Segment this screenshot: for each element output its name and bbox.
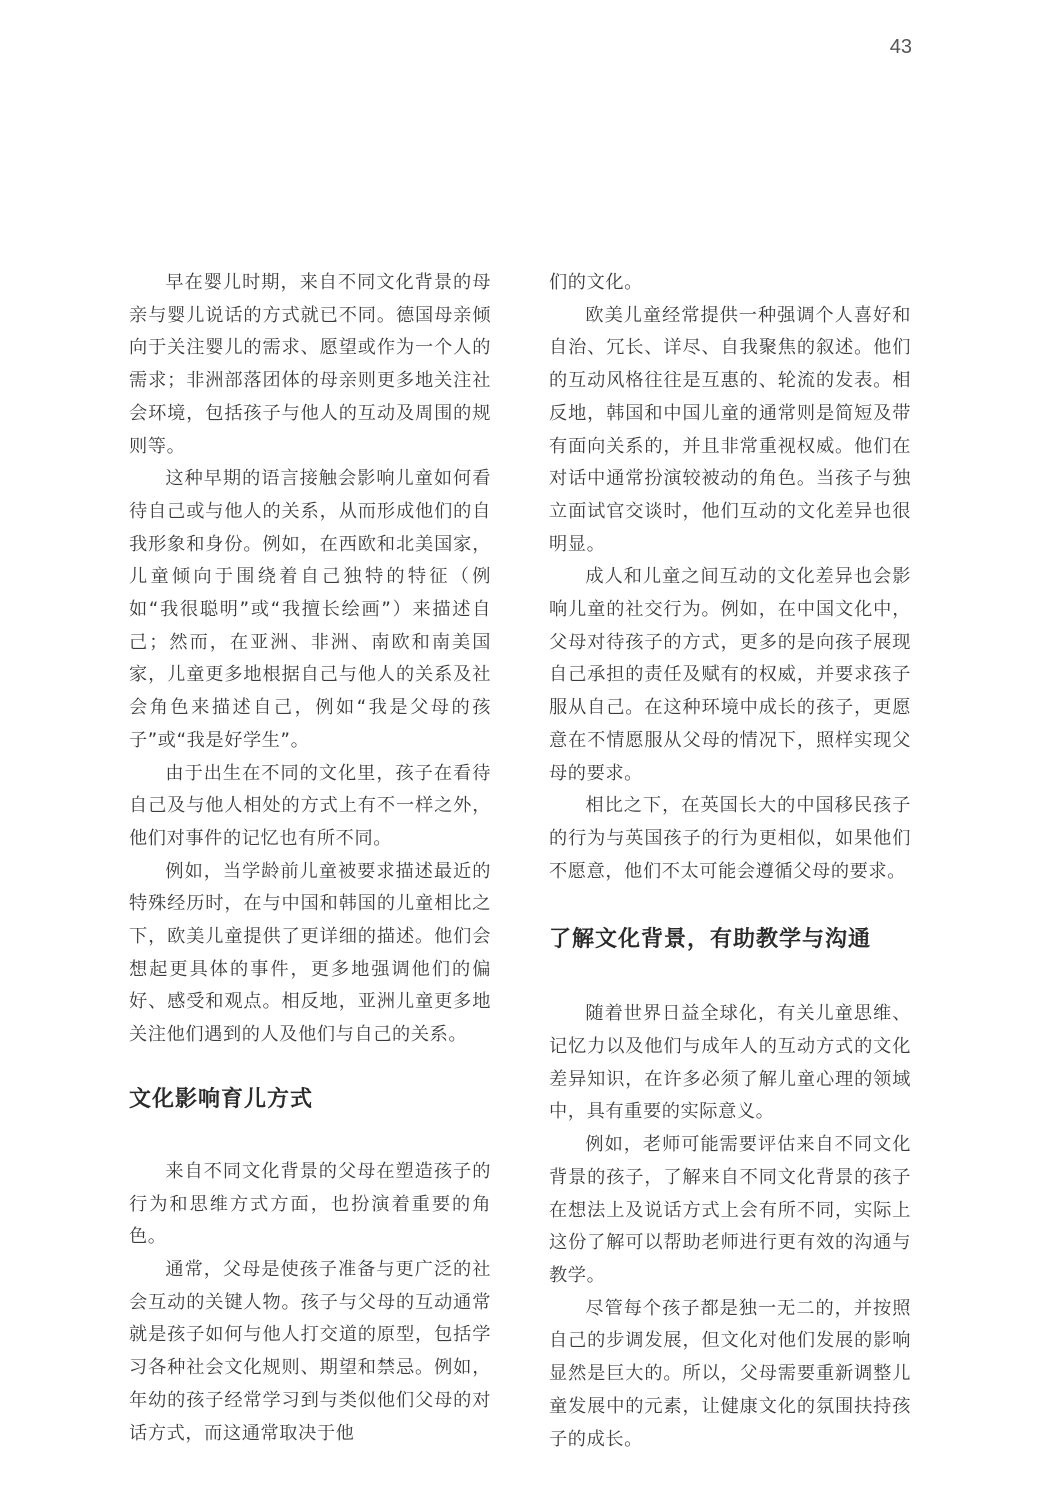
section-heading: 了解文化背景，有助教学与沟通 (549, 927, 872, 953)
body-paragraph: 早在婴儿时期，来自不同文化背景的母亲与婴儿说话的方式就已不同。德国母亲倾向于关注婴儿的需求、愿望或作为一个人的需求；非洲部落团体的母亲则更多地关注社会环境，包括孩子与他人的互动及周围的规则等。 (129, 272, 491, 457)
body-paragraph: 随着世界日益全球化，有关儿童思维、记忆力以及他们与成年人的互动方式的文化差异知识，在许多必须了解儿童心理的领域中，具有重要的实际意义。 (549, 1003, 911, 1123)
body-paragraph: 欧美儿童经常提供一种强调个人喜好和自治、冗长、详尽、自我聚焦的叙述。他们的互动风格往往是互惠的、轮流的发表。相反地，韩国和中国儿童的通常则是简短及带有面向关系的，并且非常重视权威。他们在对话中通常扮演较被动的角色。当孩子与独立面试官交谈时，他们互动的文化差异也很明显。 (549, 304, 911, 555)
body-paragraph: 由于出生在不同的文化里，孩子在看待自己及与他人相处的方式上有不一样之外，他们对事件的记忆也有所不同。 (129, 762, 491, 849)
body-paragraph: 例如，当学龄前儿童被要求描述最近的特殊经历时，在与中国和韩国的儿童相比之下，欧美儿童提供了更详细的描述。他们会想起更具体的事件，更多地强调他们的偏好、感受和观点。相反地，亚洲儿童更多地关注他们遇到的人及他们与自己的关系。 (129, 860, 491, 1046)
body-paragraph: 成人和儿童之间互动的文化差异也会影响儿童的社交行为。例如，在中国文化中，父母对待孩子的方式，更多的是向孩子展现自己承担的责任及赋有的权威，并要求孩子服从自己。在这种环境中成长的孩子，更愿意在不情愿服从父母的情况下，照样实现父母的要求。 (549, 566, 911, 784)
body-paragraph: 通常，父母是使孩子准备与更广泛的社会互动的关键人物。孩子与父母的互动通常就是孩子如何与他人打交道的原型，包括学习各种社会文化规则、期望和禁忌。例如，年幼的孩子经常学习到与类似他们父母的对话方式，而这通常取决于他 (129, 1258, 491, 1444)
page-number: 43 (889, 36, 912, 58)
left-column (129, 267, 491, 1450)
body-paragraph: 例如，老师可能需要评估来自不同文化背景的孩子，了解来自不同文化背景的孩子在想法上及说话方式上会有所不同，实际上这份了解可以帮助老师进行更有效的沟通与教学。 (549, 1134, 911, 1286)
right-column (549, 267, 911, 1456)
section-heading: 文化影响育儿方式 (129, 1086, 314, 1112)
body-paragraph: 来自不同文化背景的父母在塑造孩子的行为和思维方式方面，也扮演着重要的角色。 (129, 1160, 491, 1248)
body-paragraph: 这种早期的语言接触会影响儿童如何看待自己或与他人的关系，从而形成他们的自我形象和身份。例如，在西欧和北美国家，儿童倾向于围绕着自己独特的特征（例如“我很聪明”或“我擅长绘画”）来描述自己；然而，在亚洲、非洲、南欧和南美国家，儿童更多地根据自己与他人的关系及社会角色来描述自己，例如“我是父母的孩子”或“我是好学生”。 (129, 468, 491, 751)
body-paragraph: 尽管每个孩子都是独一无二的，并按照自己的步调发展，但文化对他们发展的影响显然是巨大的。所以，父母需要重新调整儿童发展中的元素，让健康文化的氛围扶持孩子的成长。 (549, 1297, 911, 1450)
body-paragraph: 相比之下，在英国长大的中国移民孩子的行为与英国孩子的行为更相似，如果他们不愿意，他们不太可能会遵循父母的要求。 (549, 795, 911, 882)
continuation-text: 们的文化。 (549, 272, 643, 293)
